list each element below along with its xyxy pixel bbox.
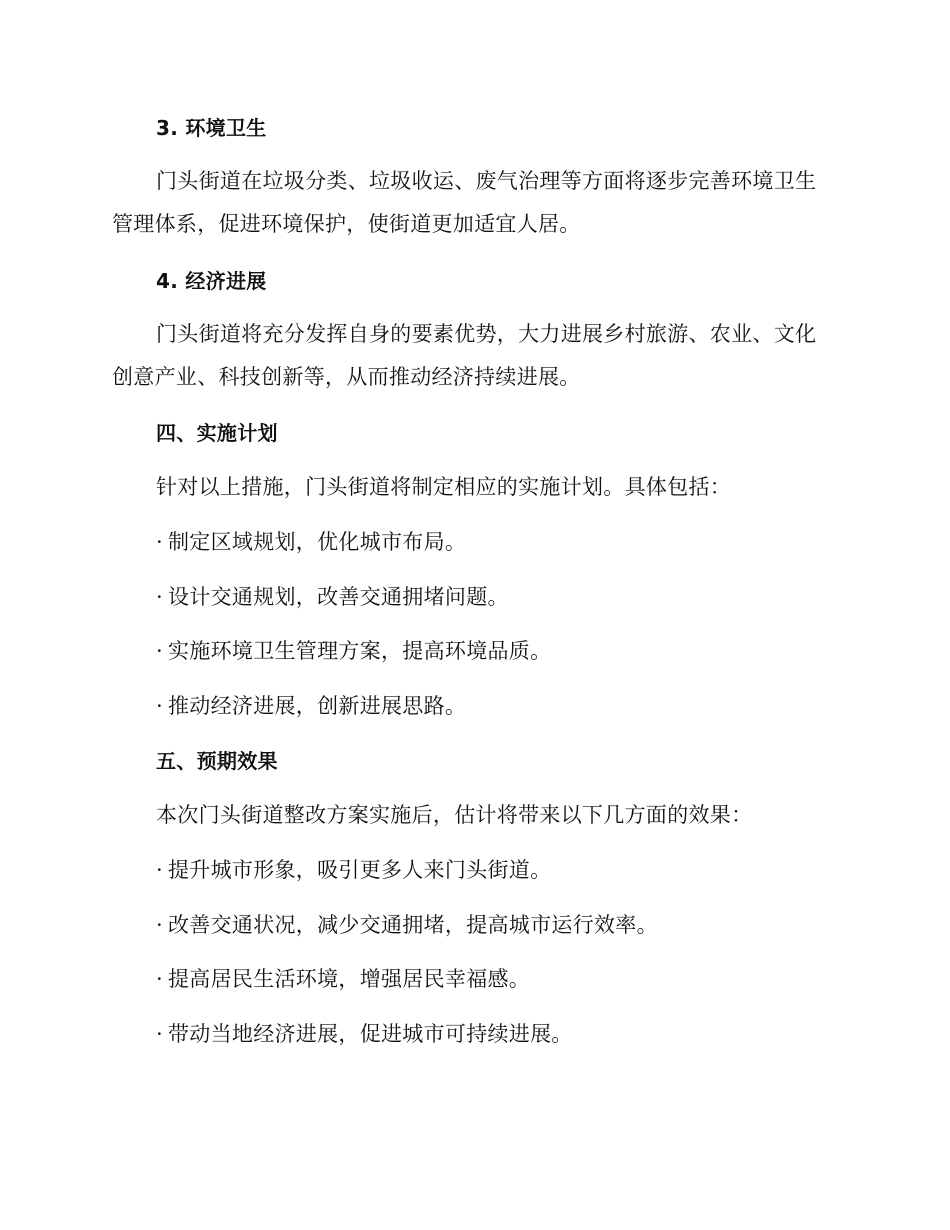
plan-bullet-1 bbox=[156, 528, 466, 556]
effect-bullet-text: 提高居民生活环境，增强居民幸福感。 bbox=[168, 967, 531, 991]
effect-bullet-4 bbox=[156, 1020, 573, 1048]
effect-bullet-text: 提升城市形象，吸引更多人来门头街道。 bbox=[168, 858, 552, 882]
plan-bullet-4 bbox=[156, 692, 466, 720]
effect-intro: 本次门头街道整改方案实施后，估计将带来以下几方面的效果： bbox=[156, 803, 753, 827]
bullet-marker: · bbox=[156, 585, 163, 609]
effect-bullet-2 bbox=[156, 911, 658, 939]
effect-bullet-1 bbox=[156, 856, 551, 884]
section-heading-econ: 4. 经济进展 bbox=[156, 269, 267, 293]
section-heading-env: 3. 环境卫生 bbox=[156, 116, 267, 140]
plan-bullet-text: 设计交通规划，改善交通拥堵问题。 bbox=[168, 585, 509, 609]
plan-bullet-text: 实施环境卫生管理方案，提高环境品质。 bbox=[168, 639, 552, 663]
bullet-marker: · bbox=[156, 913, 163, 937]
section-heading-effect: 五、预期效果 bbox=[156, 749, 278, 773]
plan-intro: 针对以上措施，门头街道将制定相应的实施计划。具体包括： bbox=[156, 475, 732, 499]
bullet-marker: · bbox=[156, 694, 163, 718]
plan-bullet-3 bbox=[156, 637, 551, 665]
bullet-marker: · bbox=[156, 530, 163, 554]
section-heading-plan: 四、实施计划 bbox=[156, 421, 278, 445]
paragraph-env-line-1: 门头街道在垃圾分类、垃圾收运、废气治理等方面将逐步完善环境卫生 bbox=[156, 169, 817, 193]
bullet-marker: · bbox=[156, 858, 163, 882]
bullet-marker: · bbox=[156, 967, 163, 991]
plan-bullet-text: 推动经济进展，创新进展思路。 bbox=[168, 694, 467, 718]
effect-bullet-text: 带动当地经济进展，促进城市可持续进展。 bbox=[168, 1022, 573, 1046]
paragraph-env-line-2: 管理体系，促进环境保护，使街道更加适宜人居。 bbox=[112, 212, 581, 236]
plan-bullet-text: 制定区域规划，优化城市布局。 bbox=[168, 530, 467, 554]
effect-bullet-3 bbox=[156, 965, 530, 993]
effect-bullet-text: 改善交通状况，减少交通拥堵，提高城市运行效率。 bbox=[168, 913, 658, 937]
bullet-marker: · bbox=[156, 639, 163, 663]
paragraph-econ-line-1: 门头街道将充分发挥自身的要素优势，大力进展乡村旅游、农业、文化 bbox=[156, 322, 817, 346]
plan-bullet-2 bbox=[156, 583, 509, 611]
bullet-marker: · bbox=[156, 1022, 163, 1046]
paragraph-econ-line-2: 创意产业、科技创新等，从而推动经济持续进展。 bbox=[112, 365, 581, 389]
